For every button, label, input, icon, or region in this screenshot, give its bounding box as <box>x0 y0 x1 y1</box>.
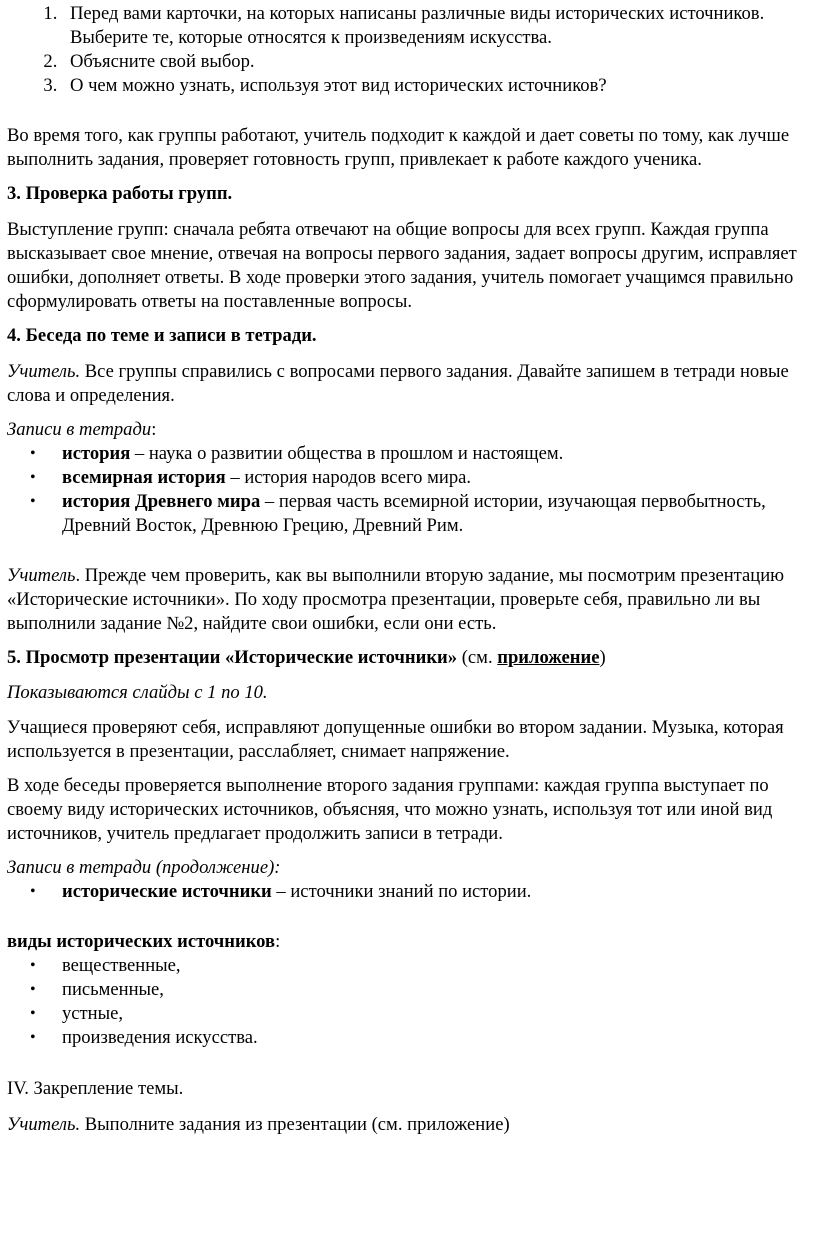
source-types-label <box>7 930 807 954</box>
definition-term: исторические источники <box>62 881 272 902</box>
teacher-label: Учитель <box>7 565 76 586</box>
task-item: 2. Объясните свой выбор. <box>62 50 807 74</box>
notes-label-colon: : <box>151 419 157 440</box>
appendix-link[interactable]: приложение <box>497 647 600 668</box>
slides-note-text: Показываются слайды с 1 по 10. <box>7 682 268 703</box>
section-5-ref-close: ) <box>599 647 606 668</box>
section-4-heading <box>7 324 807 348</box>
section-5-paragraph-1: Учащиеся проверяют себя, исправляют допущенные ошибки во втором задании. Музыка, которая используется в презентации, расслабляет, снимает напряжение. <box>7 717 784 762</box>
section-5-heading <box>7 646 807 670</box>
task-item: 3. О чем можно узнать, используя этот вид исторических источников? <box>62 74 807 98</box>
notes-label-text: Записи в тетради <box>7 419 152 440</box>
notes-label <box>7 418 807 442</box>
definition-item <box>62 442 807 466</box>
definitions-list <box>7 442 807 538</box>
section-5-heading-text: 5. Просмотр презентации «Исторические источники» <box>7 647 458 668</box>
source-type-item: • вещественные, <box>62 954 807 978</box>
notes-continued-label <box>7 856 807 880</box>
sources-definition-list <box>7 880 807 904</box>
section-3-heading <box>7 182 807 206</box>
source-types-colon: : <box>275 931 281 952</box>
teacher-label: Учитель. <box>7 1114 81 1135</box>
definition-text: – первая часть всемирной истории, изучающая первобытность, Древний Восток, Древнюю Грецию, Древний Рим. <box>62 491 766 536</box>
definition-item <box>62 490 807 538</box>
source-types-label-text: виды исторических источников <box>7 931 276 952</box>
definition-item <box>62 880 807 904</box>
teacher-remark-text: . Прежде чем проверить, как вы выполнили вторую задание, мы посмотрим презентацию «Исторические источники». По ходу просмотра презентации, проверьте себя, правильно ли вы выполнили задание №2, найдите свои ошибки, если они есть. <box>7 565 785 634</box>
notes-continued-text: Записи в тетради (продолжение): <box>7 857 281 878</box>
intro-paragraph: Во время того, как группы работают, учитель подходит к каждой и дает советы по тому, как лучше выполнить задания, проверяет готовность групп, привлекает к работе каждого ученика. <box>7 125 790 170</box>
definition-text: – источники знаний по истории. <box>271 881 532 902</box>
definition-term: история <box>62 443 131 464</box>
teacher-remark-2 <box>7 564 807 636</box>
source-type-item: • устные, <box>62 1002 807 1026</box>
source-types-list <box>7 954 807 1050</box>
section-iv-heading: IV. Закрепление темы. <box>7 1078 184 1099</box>
definition-text: – наука о развитии общества в прошлом и настоящем. <box>130 443 564 464</box>
teacher-remark-3 <box>7 1113 807 1137</box>
definition-term: история Древнего мира <box>62 491 261 512</box>
definition-text: – история народов всего мира. <box>225 467 472 488</box>
section-3-text: Выступление групп: сначала ребята отвечают на общие вопросы для всех групп. Каждая группа высказывает свое мнение, отвечая на вопросы первого задания, задает вопросы другим, исправляет ошибки, дополняет ответы. В ходе проверки этого задания, учитель помогает учащимся правильно сформулировать ответы на поставленные вопросы. <box>7 219 797 312</box>
definition-term: всемирная история <box>62 467 226 488</box>
task-list <box>7 2 807 98</box>
document-page <box>7 2 807 1137</box>
section-4-heading-text: 4. Беседа по теме и записи в тетради. <box>7 325 317 346</box>
source-type-item: • произведения искусства. <box>62 1026 807 1050</box>
teacher-remark-text: Выполните задания из презентации (см. приложение) <box>80 1114 510 1135</box>
task-item: 1. Перед вами карточки, на которых написаны различные виды исторических источников. Выберите те, которые относятся к произведениям искусства. <box>62 2 807 50</box>
section-3-heading-text: 3. Проверка работы групп. <box>7 183 233 204</box>
section-5-ref-open: (см. <box>457 647 498 668</box>
source-type-item: • письменные, <box>62 978 807 1002</box>
teacher-remark-text: Все группы справились с вопросами первого задания. Давайте запишем в тетради новые слова и определения. <box>7 361 789 406</box>
teacher-label: Учитель. <box>7 361 81 382</box>
slides-note <box>7 681 807 705</box>
definition-item <box>62 466 807 490</box>
teacher-remark-1 <box>7 360 807 408</box>
section-5-paragraph-2: В ходе беседы проверяется выполнение второго задания группами: каждая группа выступает по своему виду исторических источников, объясняя, что можно узнать, используя тот или иной вид источников, учитель предлагает продолжить записи в тетради. <box>7 775 773 844</box>
